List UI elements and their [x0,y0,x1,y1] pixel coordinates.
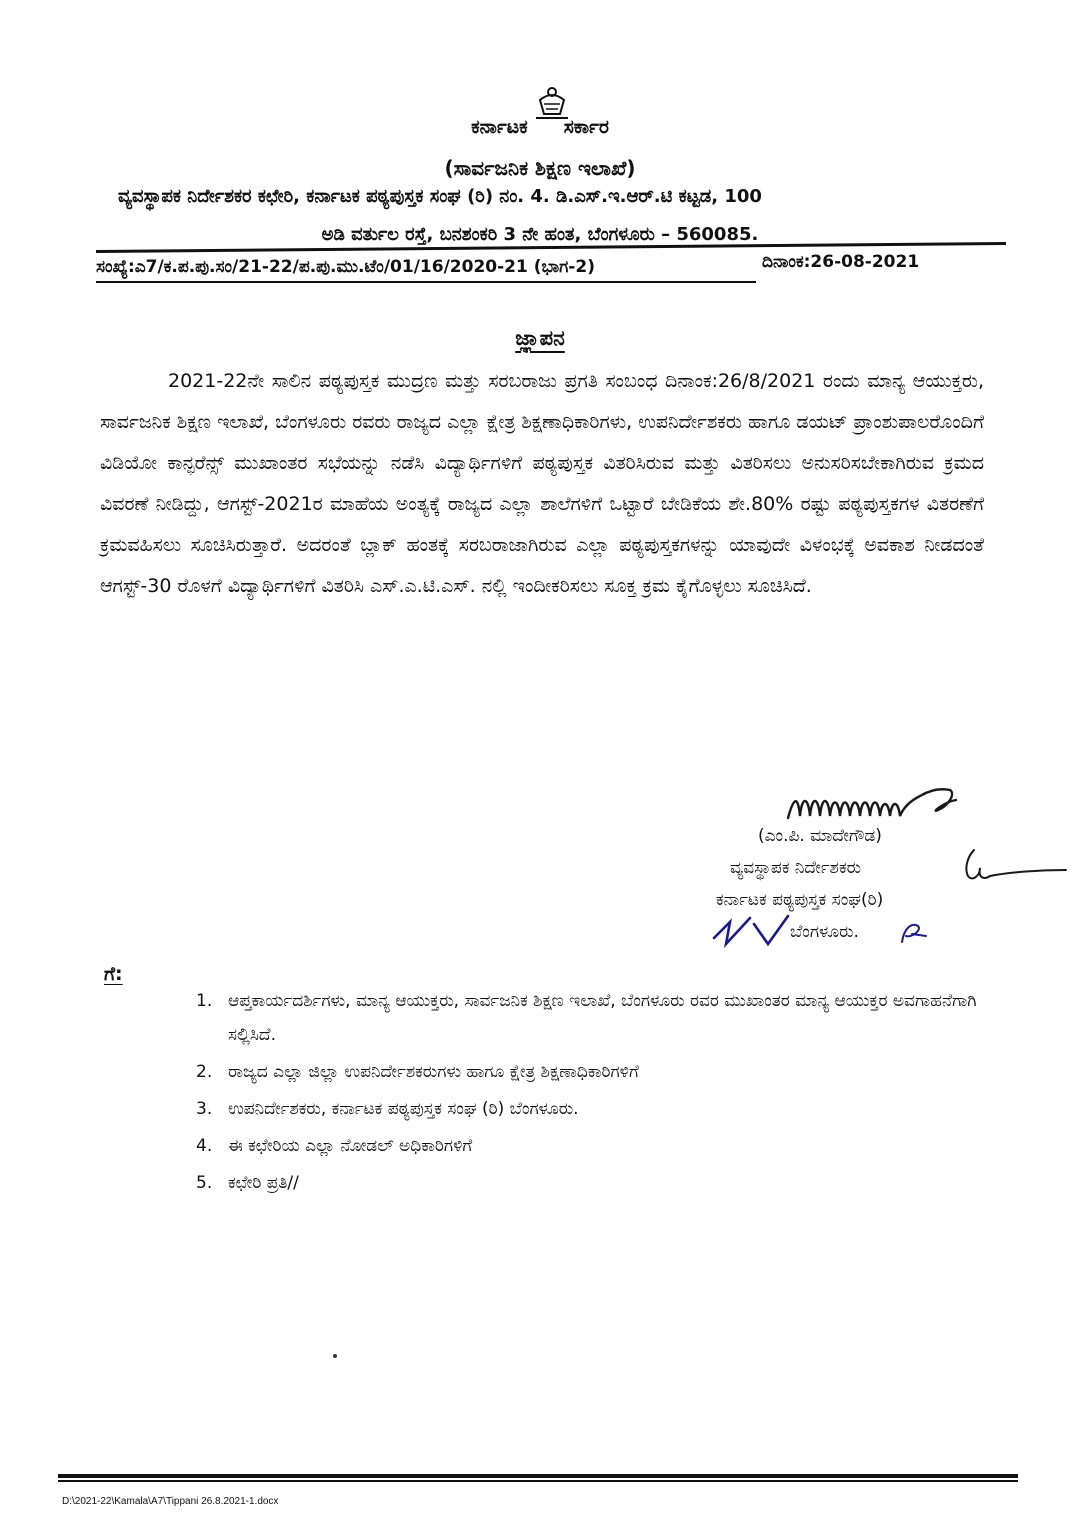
gov-left-text: ಕರ್ನಾಟಕ [471,116,528,138]
list-item: 1. ಆಪ್ತಕಾರ್ಯದರ್ಶಿಗಳು, ಮಾನ್ಯ ಆಯುಕ್ತರು, ಸಾರ್ವಜನಿಕ ಶಿಕ್ಷಣ ಇಲಾಖೆ, ಬೆಂಗಳೂರು ರವರ ಮುಖಾಂತರ ಮಾನ್ಯ ಆಯುಕ್ತರ ಅವಗಾಹನೆಗಾಗಿ ಸಲ್ಲಿಸಿದೆ. [196,991,977,1045]
footer-file-path: D:\2021-22\Kamala\A7\Tippani 26.8.2021-1.docx [62,1496,279,1507]
title-text: ಜ್ಞಾಪನ [515,326,565,350]
signatory-designation: ವ್ಯವಸ್ಥಾಪಕ ನಿರ್ದೇಶಕರು [730,858,862,878]
footer-divider-thin [58,1480,1018,1482]
department-name: (ಸಾರ್ವಜನಿಕ ಶಿಕ್ಷಣ ಇಲಾಖೆ) [444,156,636,180]
initial-mark-icon [896,918,930,946]
signatory-organization: ಕರ್ನಾಟಕ ಪಠ್ಯಪುಸ್ತಕ ಸಂಘ(ರಿ) [716,890,884,910]
stray-dot [333,1354,337,1358]
list-item: 2. ರಾಜ್ಯದ ಎಲ್ಲಾ ಜಿಲ್ಲಾ ಉಪನಿರ್ದೇಶಕರುಗಳು ಹಾಗೂ ಕ್ಷೇತ್ರ ಶಿಕ್ಷಣಾಧಿಕಾರಿಗಳಿಗೆ [196,1062,639,1082]
signatory-name: (ಎಂ.ಪಿ. ಮಾದೇಗೌಡ) [758,826,882,846]
list-item: 3. ಉಪನಿರ್ದೇಶಕರು, ಕರ್ನಾಟಕ ಪಠ್ಯಪುಸ್ತಕ ಸಂಘ (ರಿ) ಬೆಂಗಳೂರು. [196,1099,579,1119]
copy-to-label: ಗೆ: [104,963,123,985]
list-item: 5. ಕಛೇರಿ ಪ್ರತಿ// [196,1173,299,1193]
office-address-line-2: ಅಡಿ ವರ್ತುಲ ರಸ್ತೆ, ಬನಶಂಕರಿ 3 ನೇ ಹಂತ, ಬೆಂಗಳೂರು – 560085. [321,224,759,245]
list-item: 4. ಈ ಕಛೇರಿಯ ಎಲ್ಲಾ ನೋಡಲ್ ಅಧಿಕಾರಿಗಳಿಗೆ [196,1136,473,1156]
initials-icon [950,840,1070,890]
reference-underline [96,281,756,283]
signatory-place: ಬೆಂಗಳೂರು. [790,922,859,942]
tick-mark-icon [710,912,810,948]
memo-paragraph: 2021-22ನೇ ಸಾಲಿನ ಪಠ್ಯಪುಸ್ತಕ ಮುದ್ರಣ ಮತ್ತು ಸರಬರಾಜು ಪ್ರಗತಿ ಸಂಬಂಧ ದಿನಾಂಕ:26/8/2021 ರಂದು ಮಾನ್ಯ ಆಯುಕ್ತರು, ಸಾರ್ವಜನಿಕ ಶಿಕ್ಷಣ ಇಲಾಖೆ, ಬೆಂಗಳೂರು ರವರು ರಾಜ್ಯದ ಎಲ್ಲಾ ಕ್ಷೇತ್ರ ಶಿಕ್ಷಣಾಧಿಕಾರಿಗಳು, ಉಪನಿರ್ದೇಶಕರು ಹಾಗೂ ಡಯಟ್ ಪ್ರಾಂಶುಪಾಲರೊಂದಿಗೆ ವಿಡಿಯೋ ಕಾನ್ಫರೆನ್ಸ್ ಮುಖಾಂತರ ಸಭೆಯನ್ನು ನಡೆಸಿ ವಿದ್ಯಾರ್ಥಿಗಳಿಗೆ ಪಠ್ಯಪುಸ್ತಕ ವಿತರಿಸಿರುವ ಮತ್ತು ವಿತರಿಸಲು ಅನುಸರಿಸಬೇಕಾಗಿರುವ ಕ್ರಮದ ವಿವರಣೆ ನೀಡಿದ್ದು, ಆಗಸ್ಟ್-2021ರ ಮಾಹೆಯ ಅಂತ್ಯಕ್ಕೆ ರಾಜ್ಯದ ಎಲ್ಲಾ ಶಾಲೆಗಳಿಗೆ ಒಟ್ಟಾರೆ ಬೇಡಿಕೆಯ ಶೇ.80% ರಷ್ಟು ಪಠ್ಯಪುಸ್ತಕಗಳ ವಿತರಣೆಗೆ ಕ್ರಮವಹಿಸಲು ಸೂಚಿಸಿರುತ್ತಾರೆ. ಅದರಂತೆ ಬ್ಲಾಕ್ ಹಂತಕ್ಕೆ ಸರಬರಾಜಾಗಿರುವ ಎಲ್ಲಾ ಪಠ್ಯಪುಸ್ತಕಗಳನ್ನು ಯಾವುದೇ ವಿಳಂಭಕ್ಕೆ ಅವಕಾಶ ನೀಡದಂತೆ ಆಗಸ್ಟ್-30 ರೊಳಗೆ ವಿದ್ಯಾರ್ಥಿಗಳಿಗೆ ವಿತರಿಸಿ ಎಸ್.ಎ.ಟಿ.ಎಸ್. ನಲ್ಲಿ ಇಂದೀಕರಿಸಲು ಸೂಕ್ತ ಕ್ರಮ ಕೈಗೊಳ್ಳಲು ಸೂಚಿಸಿದೆ. [100,370,984,597]
copy-to-list [196,984,986,1203]
footer-divider-thick [58,1474,1018,1478]
government-heading [0,116,1080,138]
gov-right-text: ಸರ್ಕಾರ [563,116,609,138]
office-address-line-1: ವ್ಯವಸ್ಥಾಪಕ ನಿರ್ದೇಶಕರ ಕಛೇರಿ, ಕರ್ನಾಟಕ ಪಠ್ಯಪುಸ್ತಕ ಸಂಘ (ರಿ) ನಂ. 4. ಡಿ.ಎಸ್.ಇ.ಆರ್.ಟಿ ಕಟ್ಟಡ, 100 [118,186,762,207]
reference-number: ಸಂಖ್ಯೆ:ಎ7/ಕ.ಪ.ಪು.ಸಂ/21-22/ಪ.ಪು.ಮು.ಟೆಂ/01/16/2020-21 (ಭಾಗ-2) [96,257,595,277]
memo-body [100,361,984,607]
document-title [0,326,1080,351]
document-date: ದಿನಾಂಕ:26-08-2021 [762,252,920,272]
